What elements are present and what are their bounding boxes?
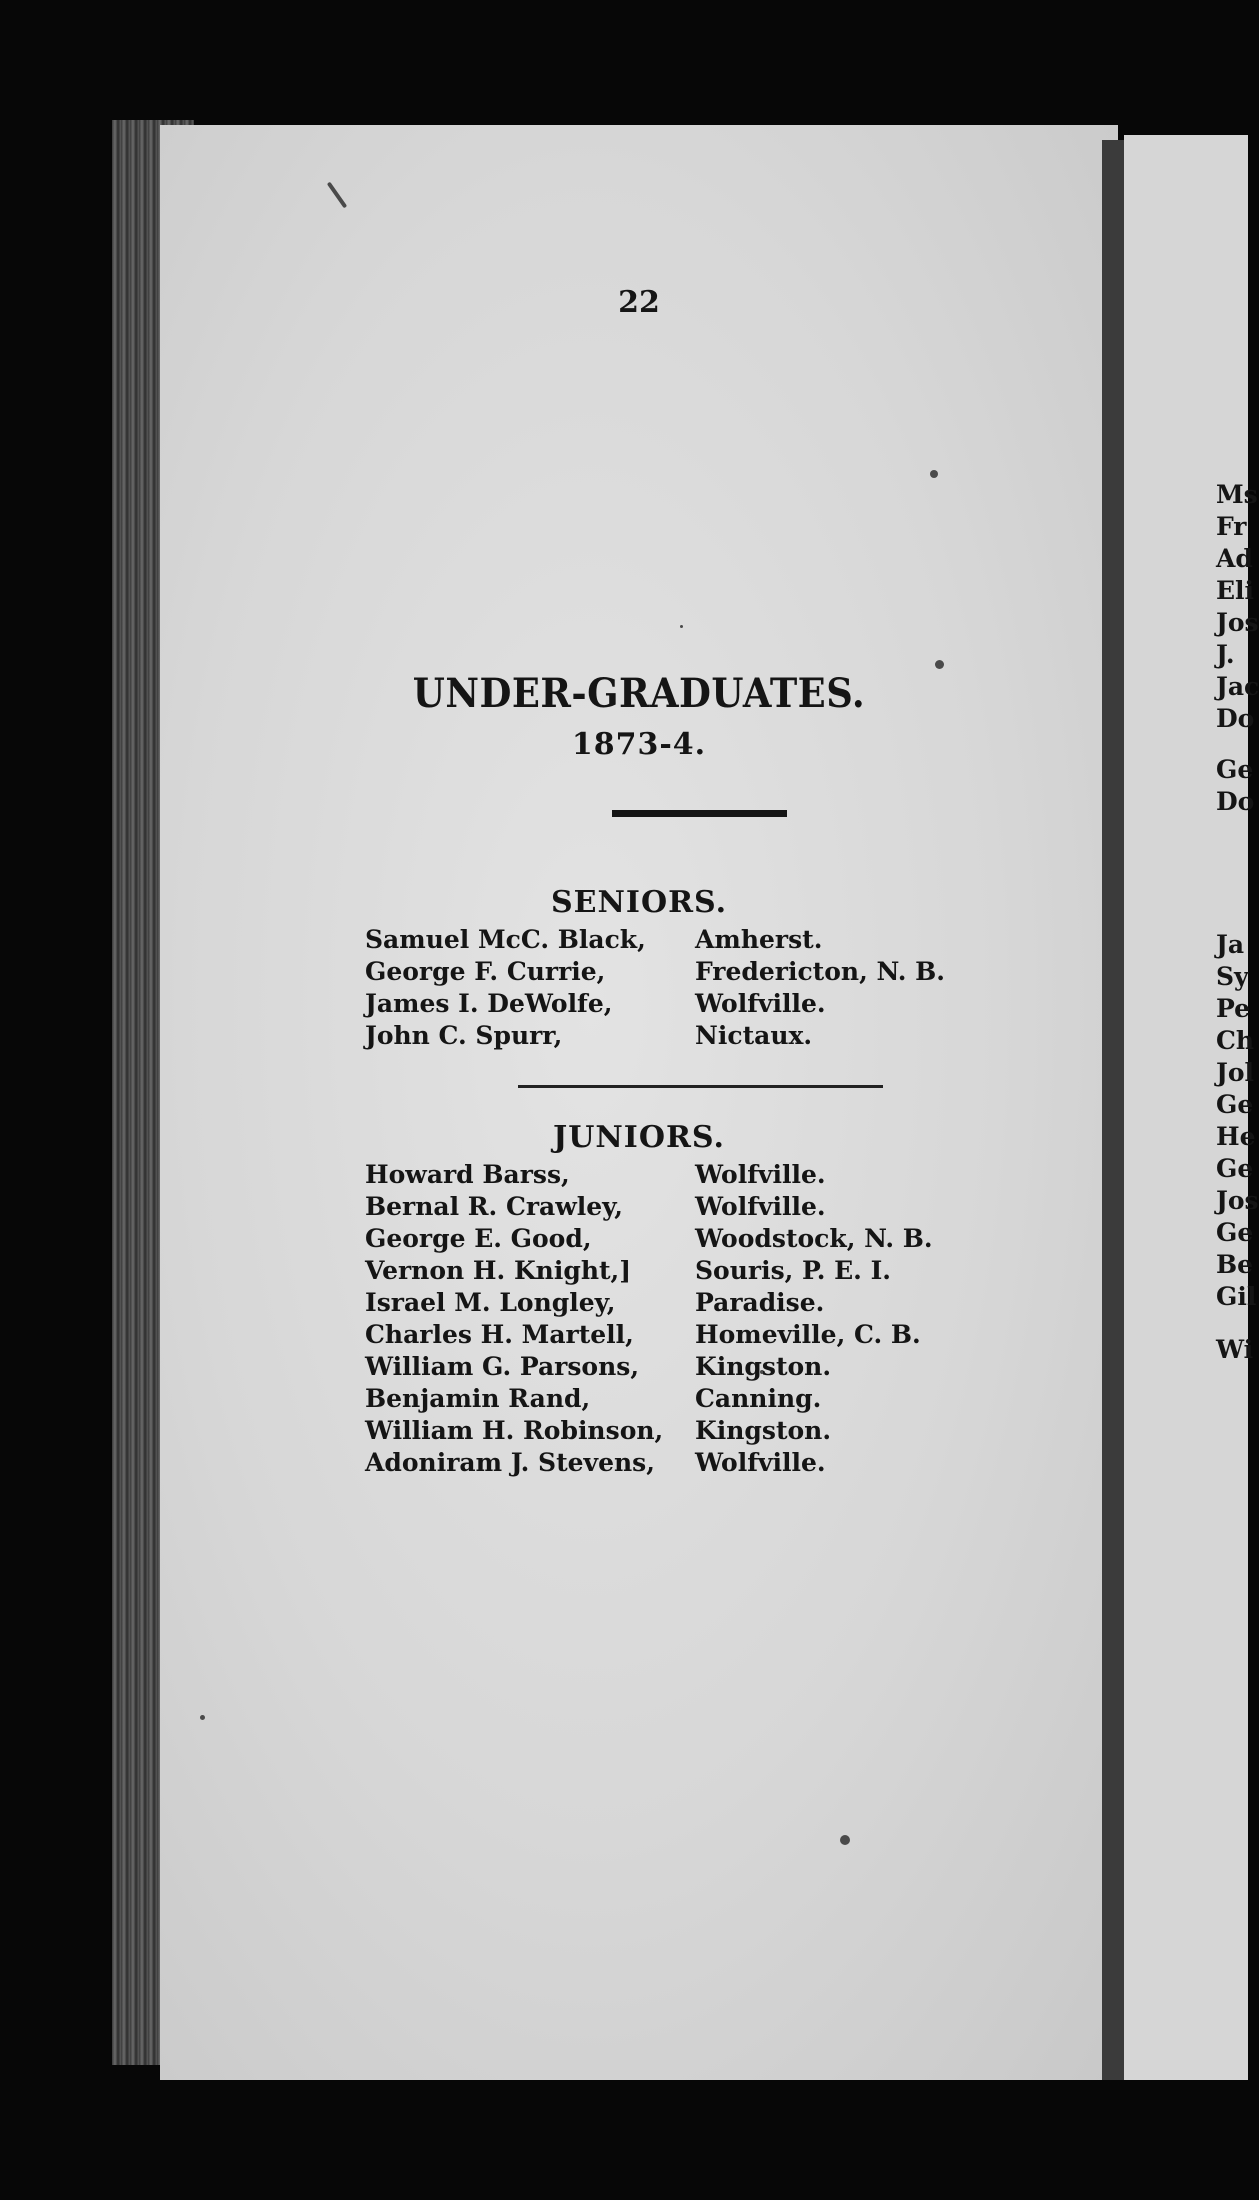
fragment-line: He	[1216, 1122, 1256, 1151]
fragment-line: J.	[1216, 640, 1235, 669]
fragment-line: Gil	[1216, 1282, 1257, 1311]
student-name: Benjamin Rand,	[365, 1384, 591, 1413]
student-name: Israel M. Longley,	[365, 1288, 616, 1317]
student-place: Kingston.	[695, 1352, 832, 1381]
student-place: Canning.	[695, 1384, 822, 1413]
fragment-line: Ad	[1216, 544, 1253, 573]
list-item	[365, 1160, 985, 1192]
fragment-line: Fr	[1216, 512, 1247, 541]
student-name: William G. Parsons,	[365, 1352, 640, 1381]
student-name: Howard Barss,	[365, 1160, 570, 1189]
student-place: Wolfville.	[695, 1192, 826, 1221]
student-place: Wolfville.	[695, 1448, 826, 1477]
fragment-line: Ge	[1216, 1090, 1254, 1119]
fragment-line: Do	[1216, 787, 1255, 816]
section-divider	[518, 1085, 883, 1088]
student-name: Bernal R. Crawley,	[365, 1192, 623, 1221]
list-item	[365, 1021, 985, 1053]
academic-year: 1873-4.	[571, 727, 707, 762]
list-item	[365, 925, 985, 957]
list-item	[365, 1288, 985, 1320]
student-place: Homeville, C. B.	[695, 1320, 921, 1349]
list-item	[365, 1352, 985, 1384]
fragment-line: Ge	[1216, 1218, 1254, 1247]
student-place: Woodstock, N. B.	[695, 1224, 933, 1253]
list-item	[365, 1320, 985, 1352]
facing-page-group-b	[1216, 755, 1254, 819]
catalogue-page	[160, 125, 1118, 2080]
fragment-line: Eli	[1216, 576, 1255, 605]
page-number: 22	[618, 285, 660, 320]
student-name: George E. Good,	[365, 1224, 592, 1253]
fragment-line: Do	[1216, 704, 1255, 733]
student-place: Souris, P. E. I.	[695, 1256, 891, 1285]
fragment-line: Ch	[1216, 1026, 1255, 1055]
list-item	[365, 1192, 985, 1224]
facing-page-group-c	[1216, 930, 1259, 1314]
list-item	[365, 1256, 985, 1288]
fragment-line: Ms	[1216, 480, 1258, 509]
facing-page-group-a	[1216, 480, 1259, 736]
student-place: Amherst.	[695, 925, 823, 954]
seniors-title: SENIORS.	[550, 885, 728, 920]
student-name: George F. Currie,	[365, 957, 606, 986]
student-place: Kingston.	[695, 1416, 832, 1445]
student-name: Charles H. Martell,	[365, 1320, 634, 1349]
fragment-line: Be	[1216, 1250, 1254, 1279]
page-heading: UNDER-GRADUATES.	[412, 670, 866, 717]
fragment-line: Pe	[1216, 994, 1251, 1023]
facing-page-group-d	[1216, 1335, 1253, 1367]
student-place: Wolfville.	[695, 989, 826, 1018]
student-name: John C. Spurr,	[365, 1021, 563, 1050]
seniors-list	[365, 925, 985, 1053]
heading-rule	[612, 810, 787, 817]
list-item	[365, 1224, 985, 1256]
fragment-line: Jac	[1216, 672, 1259, 701]
student-place: Paradise.	[695, 1288, 825, 1317]
fragment-line: Ge	[1216, 1154, 1254, 1183]
book-gutter	[1102, 140, 1124, 2080]
list-item	[365, 1384, 985, 1416]
fragment-line: Ja	[1216, 930, 1245, 959]
student-place: Wolfville.	[695, 1160, 826, 1189]
student-name: Adoniram J. Stevens,	[365, 1448, 655, 1477]
juniors-list	[365, 1160, 985, 1480]
list-item	[365, 1416, 985, 1448]
fragment-line: Jos	[1216, 608, 1259, 637]
list-item	[365, 957, 985, 989]
student-name: Samuel McC. Black,	[365, 925, 646, 954]
fragment-line: Sy	[1216, 962, 1249, 991]
facing-page-fragment	[1124, 135, 1259, 2080]
list-item	[365, 1448, 985, 1480]
fragment-line: Jol	[1216, 1058, 1255, 1087]
fragment-line: Wi	[1216, 1335, 1254, 1364]
list-item	[365, 989, 985, 1021]
fragment-line: Ge	[1216, 755, 1254, 784]
student-name: William H. Robinson,	[365, 1416, 664, 1445]
student-name: James I. DeWolfe,	[365, 989, 613, 1018]
student-name: Vernon H. Knight,]	[365, 1256, 632, 1285]
fragment-line: Jos	[1216, 1186, 1259, 1215]
juniors-title: JUNIORS.	[553, 1120, 725, 1155]
student-place: Nictaux.	[695, 1021, 813, 1050]
student-place: Fredericton, N. B.	[695, 957, 945, 986]
